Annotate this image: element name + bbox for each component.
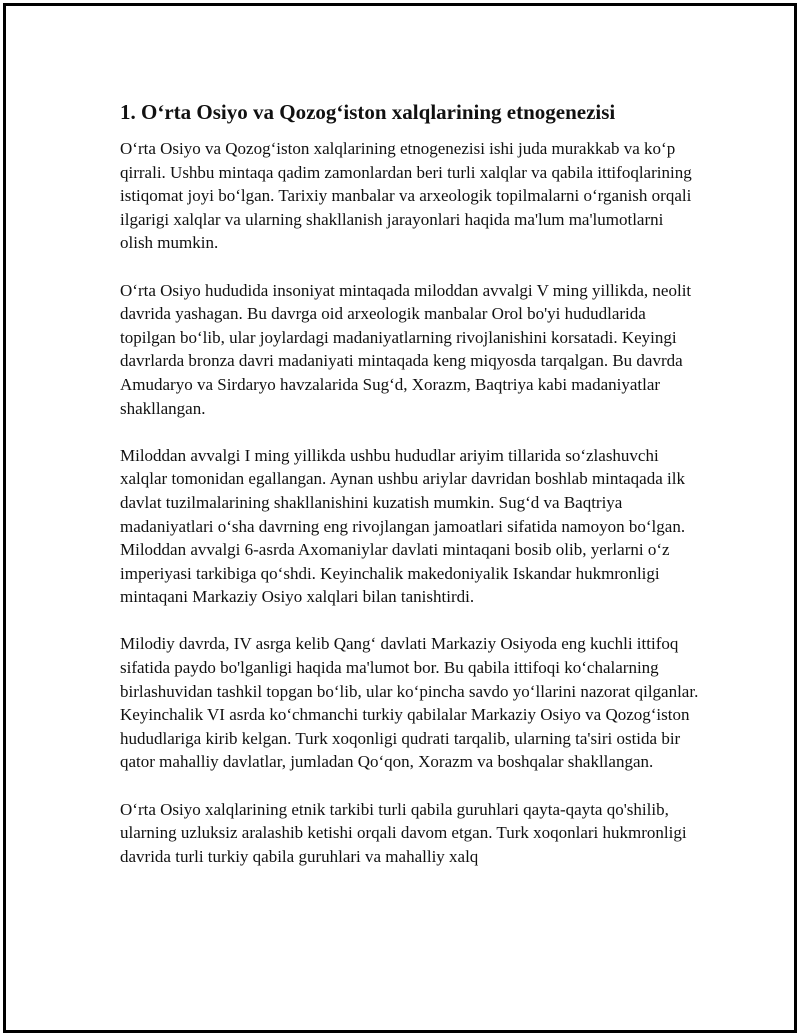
- page-frame: [3, 3, 797, 1033]
- paragraph: O‘rta Osiyo va Qozog‘iston xalqlarining etnogenezisi ishi juda murakkab va ko‘p qirrali. Ushbu mintaqa qadim zamonlardan beri turli xalqlar va qabila ittifoqlarining istiqomat joyi bo‘lgan. Tarixiy manbalar va arxeologik topilmalarni o‘rganish orqali ilgarigi xalqlar va ularning shakllanish jarayonlari haqida ma'lum ma'lumotlarni olish mumkin.: [120, 139, 692, 253]
- paragraph: Milodiy davrda, IV asrga kelib Qang‘ davlati Markaziy Osiyoda eng kuchli ittifoq sifatida paydo bo'lganligi haqida ma'lumot bor. Bu qabila ittifoqi ko‘chalarning birlashuvidan tashkil topgan bo‘lib, ular ko‘pincha savdo yo‘llarini nazorat qilganlar. Keyinchalik VI asrda ko‘chmanchi turkiy qabilalar Markaziy Osiyo va Qozog‘iston hududlariga kirib kelgan. Turk xoqonligi qudrati tarqalib, ularning ta'siri ostida bir qator mahalliy davlatlar, jumladan Qo‘qon, Xorazm va boshqalar shakllangan.: [120, 634, 699, 772]
- paragraph: Miloddan avvalgi I ming yillikda ushbu hududlar ariyim tillarida so‘zlashuvchi xalqlar tomonidan egallangan. Aynan ushbu ariylar davridan boshlab mintaqada ilk davlat tuzilmalarining shakllanishini kuzatish mumkin. Sug‘d va Baqtriya madaniyatlari o‘sha davrning eng rivojlangan jamoatlari sifatida namoyon bo‘lgan. Miloddan avvalgi 6-asrda Axomaniylar davlati mintaqani bosib olib, yerlarni o‘z imperiyasi tarkibiga qo‘shdi. Keyinchalik makedoniyalik Iskandar hukmronligi mintaqani Markaziy Osiyo xalqlari bilan tanishtirdi.: [120, 445, 686, 607]
- document-body: [120, 98, 700, 868]
- paragraph: O‘rta Osiyo hududida insoniyat mintaqada miloddan avvalgi V ming yillikda, neolit davrida yashagan. Bu davrga oid arxeologik manbalar Orol bo'yi hududlarida topilgan bo‘lib, ular joylardagi madaniyatlarning rivojlanishini korsatadi. Keyingi davrlarda bronza davri madaniyati mintaqada keng miqyosda tarqalgan. Bu davrda Amudaryo va Sirdaryo havzalarida Sug‘d, Xorazm, Baqtriya kabi madaniyatlar shakllangan.: [120, 280, 692, 418]
- paragraph: O‘rta Osiyo xalqlarining etnik tarkibi turli qabila guruhlari qayta-qayta qo'shilib, ularning uzluksiz aralashib ketishi orqali davom etgan. Turk xoqonlari hukmronligi davrida turli turkiy qabila guruhlari va mahalliy xalq: [120, 799, 687, 866]
- document-title: 1. O‘rta Osiyo va Qozog‘iston xalqlarining etnogenezisi: [120, 100, 616, 124]
